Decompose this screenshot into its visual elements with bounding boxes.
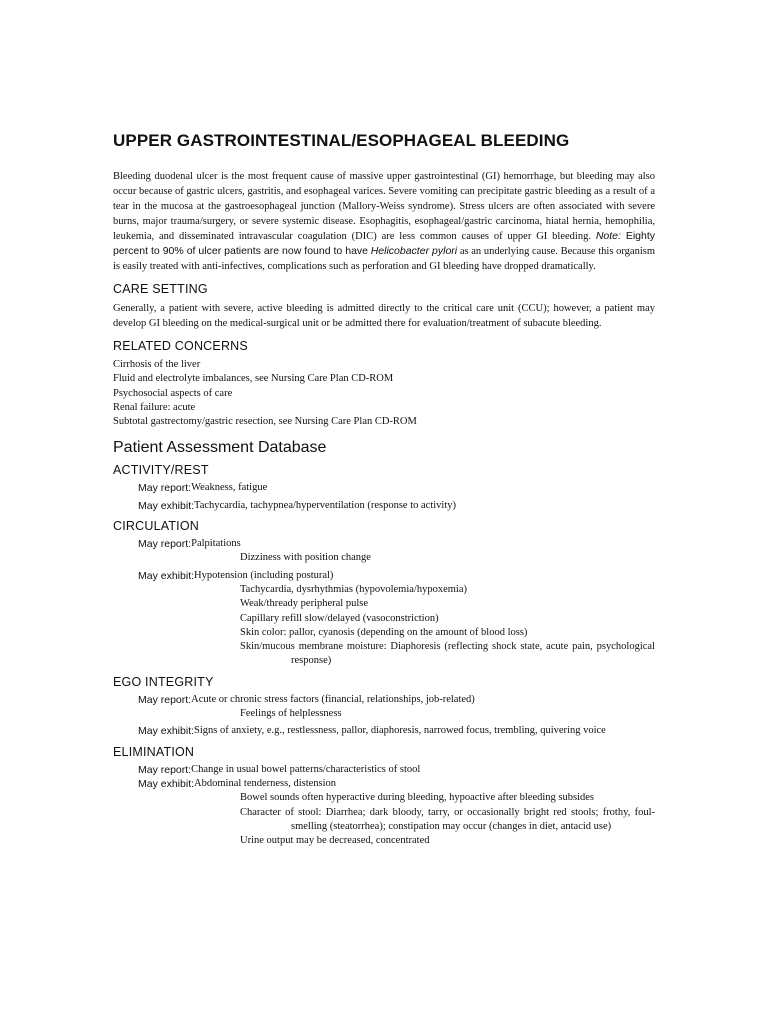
circulation-exhibit-cont-row bbox=[113, 626, 655, 640]
circulation-heading: CIRCULATION bbox=[113, 519, 200, 534]
list-item: Psychosocial aspects of care bbox=[113, 387, 233, 399]
intro-text: Bleeding duodenal ulcer is the most frequent cause of massive upper gastrointestinal (GI) hemorrhage, but bleeding may also occur because of gastric ulcers, gastritis, and esophageal varices. Severe vomiting can precipitate gastric bleeding as a result of a tear in the mucosa at the gastroesophageal junction (Mallory-Weiss syndrome). Stress ulcers are often associated with severe burns, major trauma/surgery, or severe systemic disease. Esophagitis, esophageal/gastric carcinoma, hiatal hernia, hemophilia, leukemia, and disseminated intravascular coagulation (DIC) are less common causes of upper GI bleeding. bbox=[113, 171, 655, 242]
circulation-exhibit-cont-1: Weak/thready peripheral pulse bbox=[240, 598, 369, 610]
list-item: Cirrhosis of the liver bbox=[113, 359, 201, 370]
activity-rest-heading: ACTIVITY/REST bbox=[113, 463, 209, 478]
circulation-exhibit-cont-row bbox=[113, 597, 655, 611]
circulation-exhibit-cont-row bbox=[113, 612, 655, 626]
ego-exhibit-row bbox=[113, 724, 655, 738]
circulation-report-cont: Dizziness with position change bbox=[240, 552, 371, 564]
circulation-exhibit-cont-0: Tachycardia, dysrhythmias (hypovolemia/hypoxemia) bbox=[240, 583, 467, 595]
may-exhibit-label: May exhibit: bbox=[138, 499, 195, 512]
ego-integrity-heading: EGO INTEGRITY bbox=[113, 674, 214, 689]
may-report-label: May report: bbox=[138, 693, 192, 706]
list-item: Renal failure: acute bbox=[113, 401, 196, 413]
circulation-report-value: Palpitations bbox=[191, 538, 241, 550]
document-content bbox=[113, 131, 655, 848]
circulation-report-cont-row bbox=[113, 551, 655, 565]
ego-report-value: Acute or chronic stress factors (financial, relationships, job-related) bbox=[191, 693, 475, 705]
activity-report-value: Weakness, fatigue bbox=[191, 482, 268, 494]
circulation-exhibit-cont-4: Skin/mucous membrane moisture: Diaphoresis (reflecting shock state, acute pain, psychological response) bbox=[240, 641, 655, 667]
circulation-exhibit-row bbox=[113, 569, 655, 583]
related-concerns-list bbox=[113, 358, 655, 429]
intro-paragraph bbox=[113, 169, 655, 274]
elimination-exhibit-cont-row bbox=[113, 791, 655, 805]
circulation-exhibit-cont-3: Skin color: pallor, cyanosis (depending on the amount of blood loss) bbox=[240, 626, 528, 638]
elimination-heading: ELIMINATION bbox=[113, 744, 195, 759]
note-text: Eighty percent to 90% of ulcer patients are now found to have bbox=[113, 230, 655, 257]
elimination-report-value: Change in usual bowel patterns/characteristics of stool bbox=[191, 763, 421, 775]
ego-report-cont-row bbox=[113, 707, 655, 721]
ego-report-row bbox=[113, 693, 655, 707]
elimination-report-row bbox=[113, 763, 655, 777]
circulation-report-row bbox=[113, 537, 655, 551]
intro-tail: as an underlying cause. Because this organism is easily treated with anti-infectives, complications such as perforation and GI bleeding have dropped dramatically. bbox=[113, 246, 656, 272]
elimination-exhibit-cont-row bbox=[113, 806, 655, 835]
ego-report-cont: Feelings of helplessness bbox=[240, 708, 342, 720]
note-label: Note: bbox=[595, 230, 621, 242]
elimination-exhibit-cont-0: Bowel sounds often hyperactive during bleeding, hypoactive after bleeding subsides bbox=[240, 792, 594, 804]
care-setting-text: Generally, a patient with severe, active bleeding is admitted directly to the critical care unit (CCU); however, a patient may develop GI bleeding on the medical-surgical unit or be admitted there for evaluation/treatment of subacute bleeding. bbox=[113, 303, 655, 329]
may-exhibit-label: May exhibit: bbox=[138, 569, 195, 582]
database-title: Patient Assessment Database bbox=[113, 439, 327, 457]
ego-exhibit-value: Signs of anxiety, e.g., restlessness, pallor, diaphoresis, narrowed focus, trembling, quivering voice bbox=[194, 725, 606, 737]
elimination-exhibit-cont-2: Urine output may be decreased, concentrated bbox=[240, 835, 430, 847]
circulation-exhibit-value: Hypotension (including postural) bbox=[194, 569, 334, 581]
list-item: Subtotal gastrectomy/gastric resection, see Nursing Care Plan CD-ROM bbox=[113, 416, 417, 428]
elimination-exhibit-value: Abdominal tenderness, distension bbox=[194, 777, 337, 789]
organism-name: Helicobacter pylori bbox=[370, 245, 458, 257]
page-title: UPPER GASTROINTESTINAL/ESOPHAGEAL BLEEDING bbox=[113, 131, 570, 150]
circulation-exhibit-cont-2: Capillary refill slow/delayed (vasoconstriction) bbox=[240, 612, 439, 624]
circulation-exhibit-cont-row bbox=[113, 583, 655, 597]
elimination-exhibit-cont-row bbox=[113, 834, 655, 848]
activity-exhibit-row bbox=[113, 499, 655, 513]
elimination-exhibit-cont-1: Character of stool: Diarrhea; dark bloody, tarry, or occasionally bright red stools; frothy, foul-smelling (steatorrhea); constipation may occur (changes in diet, antacid use) bbox=[240, 806, 655, 832]
activity-report-row bbox=[113, 481, 655, 495]
activity-exhibit-value: Tachycardia, tachypnea/hyperventilation (response to activity) bbox=[194, 499, 456, 511]
may-report-label: May report: bbox=[138, 538, 192, 551]
list-item: Fluid and electrolyte imbalances, see Nursing Care Plan CD-ROM bbox=[113, 373, 394, 385]
related-concerns-heading: RELATED CONCERNS bbox=[113, 339, 248, 353]
elimination-exhibit-row bbox=[113, 777, 655, 791]
may-report-label: May report: bbox=[138, 482, 192, 495]
may-exhibit-label: May exhibit: bbox=[138, 725, 195, 738]
may-exhibit-label: May exhibit: bbox=[138, 777, 195, 790]
may-report-label: May report: bbox=[138, 763, 192, 776]
care-setting-heading: CARE SETTING bbox=[113, 282, 208, 296]
circulation-exhibit-cont-row bbox=[113, 640, 655, 669]
